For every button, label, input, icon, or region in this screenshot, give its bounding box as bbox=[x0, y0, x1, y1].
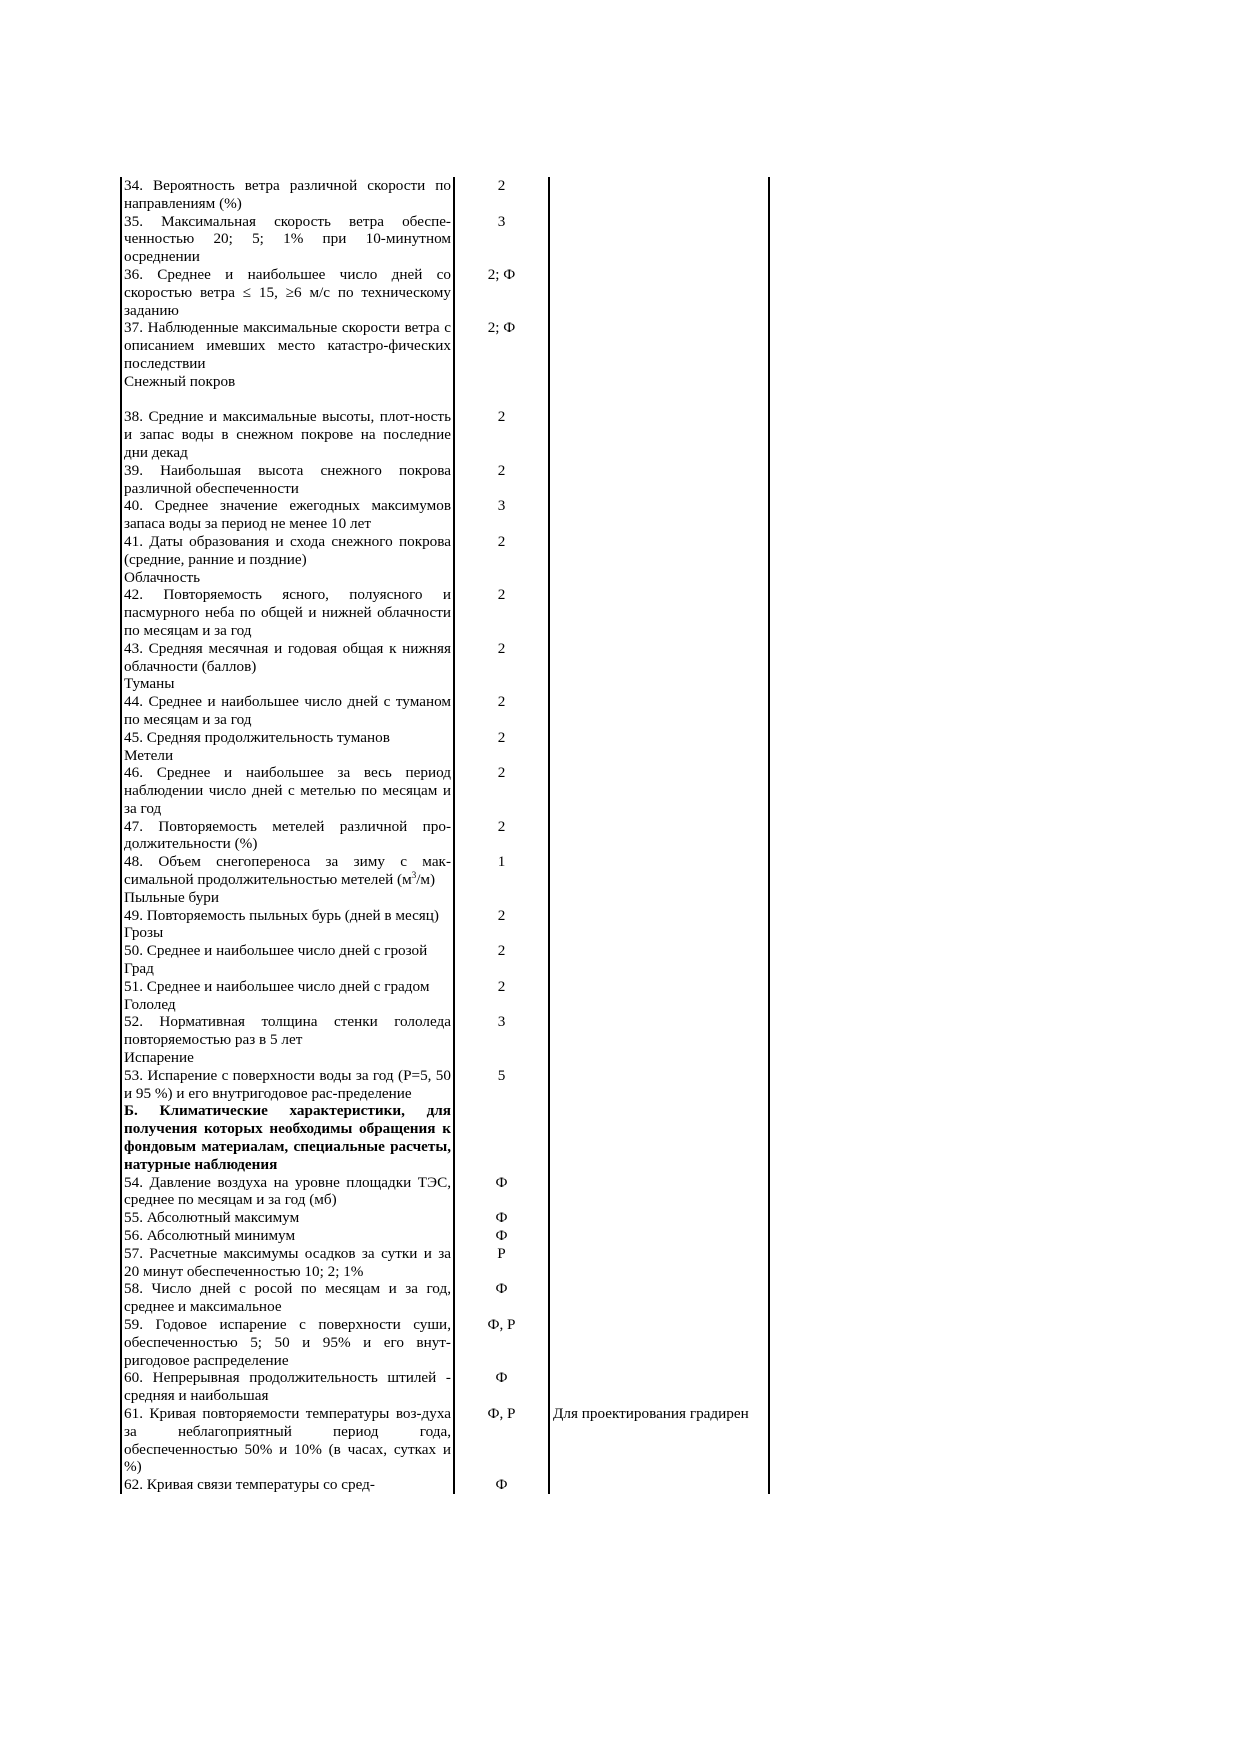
characteristic-cell bbox=[121, 1476, 454, 1494]
subsection-label bbox=[121, 373, 454, 391]
note-cell: Для проектирования градирен bbox=[549, 1405, 769, 1476]
note-cell bbox=[549, 978, 769, 996]
characteristic-text: 56. Абсолютный минимум bbox=[124, 1227, 296, 1245]
unit-text-end: /м) bbox=[416, 871, 436, 889]
note-cell bbox=[549, 818, 769, 854]
table-row bbox=[121, 1245, 769, 1281]
table-row bbox=[121, 533, 769, 569]
source-code-cell: 3 bbox=[454, 497, 549, 533]
characteristic-cell bbox=[121, 533, 454, 569]
section-row bbox=[121, 569, 769, 587]
source-code-cell: 1 bbox=[454, 853, 549, 889]
subsection-label bbox=[121, 747, 454, 765]
source-code-cell: Ф bbox=[454, 1174, 549, 1210]
note-cell bbox=[549, 1316, 769, 1369]
source-code-cell: 2 bbox=[454, 729, 549, 747]
source-code-cell: 2 bbox=[454, 462, 549, 498]
table-row bbox=[121, 497, 769, 533]
characteristic-text: 57. Расчетные максимумы осадков за сутки и за 20 минут обеспеченностью 10; 2; 1% bbox=[124, 1244, 451, 1280]
unit-superscript: 3 bbox=[411, 870, 417, 881]
note-cell bbox=[549, 729, 769, 747]
characteristic-cell bbox=[121, 586, 454, 639]
table-row bbox=[121, 640, 769, 676]
table-row bbox=[121, 408, 769, 461]
note-cell bbox=[549, 586, 769, 639]
characteristic-text: 37. Наблюденные максимальные скорости ветра с описанием имевших место катастро-фических последствии bbox=[124, 319, 451, 372]
table-row bbox=[121, 1405, 769, 1476]
characteristic-cell bbox=[121, 693, 454, 729]
note-cell bbox=[549, 693, 769, 729]
source-code-cell bbox=[454, 996, 549, 1014]
source-code-cell: 2; Ф bbox=[454, 266, 549, 319]
table-row bbox=[121, 1013, 769, 1049]
blank-row bbox=[121, 391, 769, 409]
characteristic-text: Гололед bbox=[124, 995, 176, 1013]
characteristic-cell bbox=[121, 1209, 454, 1227]
note-cell bbox=[549, 764, 769, 817]
note-cell bbox=[549, 1280, 769, 1316]
note-cell bbox=[549, 1476, 769, 1494]
note-cell bbox=[549, 1245, 769, 1281]
note-cell bbox=[549, 1369, 769, 1405]
characteristic-text: 60. Непрерывная продолжительность штилей - средняя и наибольшая bbox=[124, 1369, 451, 1405]
characteristic-text: 43. Средняя месячная и годовая общая к нижняя облачности (баллов) bbox=[124, 639, 451, 675]
source-code-cell: 2 bbox=[454, 942, 549, 960]
characteristic-text: 62. Кривая связи температуры со сред- bbox=[124, 1476, 375, 1494]
source-code-cell: Ф bbox=[454, 1209, 549, 1227]
note-cell bbox=[549, 1013, 769, 1049]
characteristic-text: 48. Объем снегопереноса за зиму с мак-симальной продолжительностью метелей bbox=[124, 853, 451, 889]
characteristic-cell bbox=[121, 1227, 454, 1245]
note-cell bbox=[549, 960, 769, 978]
characteristic-text: Облачность bbox=[124, 568, 201, 586]
note-cell bbox=[549, 747, 769, 765]
table-row bbox=[121, 1227, 769, 1245]
subsection-label bbox=[121, 924, 454, 942]
table-row bbox=[121, 1476, 769, 1494]
characteristic-text: Метели bbox=[124, 746, 174, 764]
source-code-cell: 3 bbox=[454, 213, 549, 266]
characteristic-text: 59. Годовое испарение с поверхности суши, обеспеченностью 5; 50 и 95% и его внут-ригодовое распределение bbox=[124, 1316, 451, 1369]
characteristic-text: 42. Повторяемость ясного, полуясного и пасмурного неба по общей и нижней облачности по месяцам и за год bbox=[124, 586, 451, 639]
table-row bbox=[121, 978, 769, 996]
characteristic-cell bbox=[121, 1067, 454, 1103]
table-row bbox=[121, 818, 769, 854]
table-row bbox=[121, 764, 769, 817]
characteristic-cell bbox=[121, 213, 454, 266]
subsection-label bbox=[121, 889, 454, 907]
note-cell bbox=[549, 497, 769, 533]
source-code-cell bbox=[454, 747, 549, 765]
characteristic-text: Туманы bbox=[124, 675, 175, 693]
characteristic-cell bbox=[121, 1280, 454, 1316]
characteristic-text: Пыльные бури bbox=[124, 888, 220, 906]
source-code-cell: 2 bbox=[454, 640, 549, 676]
characteristic-text: Б. Климатические характеристики, для получения которых необходимы обращения к фондовым материалам, специальные расчеты, натурные наблюдения bbox=[124, 1102, 451, 1173]
note-cell bbox=[549, 889, 769, 907]
characteristic-cell bbox=[121, 266, 454, 319]
characteristic-text: 58. Число дней с росой по месяцам и за год, среднее и максимальное bbox=[124, 1280, 451, 1316]
section-row bbox=[121, 1049, 769, 1067]
table-row bbox=[121, 942, 769, 960]
source-code-cell: 2 bbox=[454, 818, 549, 854]
table-row bbox=[121, 213, 769, 266]
source-code-cell: 2 bbox=[454, 907, 549, 925]
source-code-cell bbox=[454, 889, 549, 907]
note-cell bbox=[549, 569, 769, 587]
note-cell bbox=[549, 408, 769, 461]
note-cell bbox=[549, 853, 769, 889]
characteristic-text: 45. Средняя продолжительность туманов bbox=[124, 728, 390, 746]
note-cell bbox=[549, 533, 769, 569]
note-cell bbox=[549, 1209, 769, 1227]
characteristic-text: 49. Повторяемость пыльных бурь (дней в месяц) bbox=[124, 906, 439, 924]
section-heading bbox=[121, 1102, 454, 1173]
note-cell bbox=[549, 319, 769, 372]
note-cell bbox=[549, 266, 769, 319]
table-row bbox=[121, 1209, 769, 1227]
characteristic-text: 50. Среднее и наибольшее число дней с грозой bbox=[124, 942, 428, 960]
characteristic-cell bbox=[121, 1316, 454, 1369]
climate-characteristics-table bbox=[120, 177, 770, 1494]
characteristic-text: 53. Испарение с поверхности воды за год (P=5, 50 и 95 %) и его внутригодовое рас-пределение bbox=[124, 1066, 451, 1102]
source-code-cell: Ф bbox=[454, 1227, 549, 1245]
source-code-cell bbox=[454, 373, 549, 391]
source-code-cell: Ф bbox=[454, 1476, 549, 1494]
source-code-cell: Ф, Р bbox=[454, 1405, 549, 1476]
note-cell bbox=[549, 213, 769, 266]
source-code-cell: 2 bbox=[454, 586, 549, 639]
source-code-cell: 3 bbox=[454, 1013, 549, 1049]
source-code-cell bbox=[454, 924, 549, 942]
note-cell bbox=[549, 391, 769, 409]
characteristic-cell bbox=[121, 1369, 454, 1405]
subsection-label bbox=[121, 996, 454, 1014]
source-code-cell bbox=[454, 1049, 549, 1067]
characteristic-text: 51. Среднее и наибольшее число дней с градом bbox=[124, 977, 430, 995]
source-code-cell: Ф bbox=[454, 1280, 549, 1316]
unit-text: (м bbox=[397, 871, 412, 889]
note-cell bbox=[549, 675, 769, 693]
subsection-label bbox=[121, 960, 454, 978]
section-row bbox=[121, 373, 769, 391]
characteristic-text: 38. Средние и максимальные высоты, плот-ность и запас воды в снежном покрове на последние дни декад bbox=[124, 408, 451, 461]
section-row bbox=[121, 889, 769, 907]
characteristic-cell bbox=[121, 640, 454, 676]
subsection-label bbox=[121, 1049, 454, 1067]
note-cell bbox=[549, 942, 769, 960]
characteristic-cell bbox=[121, 1405, 454, 1476]
note-cell bbox=[549, 996, 769, 1014]
table-row bbox=[121, 462, 769, 498]
source-code-cell: 5 bbox=[454, 1067, 549, 1103]
characteristic-text: Испарение bbox=[124, 1049, 194, 1067]
table-row bbox=[121, 586, 769, 639]
table-row bbox=[121, 1280, 769, 1316]
characteristic-cell bbox=[121, 391, 454, 409]
characteristic-text: 40. Среднее значение ежегодных максимумов запаса воды за период не менее 10 лет bbox=[124, 497, 451, 533]
source-code-cell: 2 bbox=[454, 693, 549, 729]
characteristic-cell bbox=[121, 764, 454, 817]
characteristic-text: 44. Среднее и наибольшее число дней с туманом по месяцам и за год bbox=[124, 693, 451, 728]
characteristic-cell bbox=[121, 1013, 454, 1049]
table-row bbox=[121, 1067, 769, 1103]
characteristic-text: 52. Нормативная толщина стенки гололеда повторяемостью раз в 5 лет bbox=[124, 1013, 451, 1049]
characteristic-text: 46. Среднее и наибольшее за весь период наблюдении число дней с метелью по месяцам и за год bbox=[124, 764, 451, 817]
table-row bbox=[121, 177, 769, 213]
characteristic-cell bbox=[121, 462, 454, 498]
table-row bbox=[121, 907, 769, 925]
note-cell bbox=[549, 462, 769, 498]
subsection-label bbox=[121, 675, 454, 693]
characteristic-text: 54. Давление воздуха на уровне площадки ТЭС, среднее по месяцам и за год (мб) bbox=[124, 1173, 451, 1209]
note-cell bbox=[549, 1049, 769, 1067]
source-code-cell bbox=[454, 391, 549, 409]
source-code-cell bbox=[454, 960, 549, 978]
table-row bbox=[121, 693, 769, 729]
table-row bbox=[121, 729, 769, 747]
table-row bbox=[121, 1174, 769, 1210]
section-row bbox=[121, 747, 769, 765]
source-code-cell bbox=[454, 675, 549, 693]
section-row bbox=[121, 1102, 769, 1173]
table-row bbox=[121, 853, 769, 889]
characteristic-cell bbox=[121, 907, 454, 925]
source-code-cell: Ф, Р bbox=[454, 1316, 549, 1369]
characteristic-cell bbox=[121, 319, 454, 372]
characteristic-text: 39. Наибольшая высота снежного покрова различной обеспеченности bbox=[124, 461, 451, 497]
characteristic-text: 34. Вероятность ветра различной скорости по направлениям (%) bbox=[124, 177, 451, 212]
characteristic-cell bbox=[121, 177, 454, 213]
characteristic-text: 41. Даты образования и схода снежного покрова (средние, ранние и поздние) bbox=[124, 532, 451, 568]
source-code-cell bbox=[454, 569, 549, 587]
source-code-cell: 2 bbox=[454, 177, 549, 213]
characteristic-cell bbox=[121, 497, 454, 533]
source-code-cell: 2 bbox=[454, 764, 549, 817]
note-cell bbox=[549, 1174, 769, 1210]
section-row bbox=[121, 924, 769, 942]
characteristic-cell bbox=[121, 408, 454, 461]
source-code-cell: Ф bbox=[454, 1369, 549, 1405]
note-cell bbox=[549, 1067, 769, 1103]
characteristic-cell bbox=[121, 1245, 454, 1281]
characteristic-text: Грозы bbox=[124, 924, 164, 942]
characteristic-cell bbox=[121, 853, 454, 889]
table-row bbox=[121, 1369, 769, 1405]
source-code-cell: 2 bbox=[454, 408, 549, 461]
note-cell bbox=[549, 373, 769, 391]
characteristic-cell bbox=[121, 818, 454, 854]
characteristic-text: 55. Абсолютный максимум bbox=[124, 1209, 300, 1227]
section-row bbox=[121, 960, 769, 978]
note-cell bbox=[549, 1227, 769, 1245]
note-cell bbox=[549, 640, 769, 676]
characteristic-cell bbox=[121, 729, 454, 747]
characteristic-cell bbox=[121, 1174, 454, 1210]
source-code-cell: 2; Ф bbox=[454, 319, 549, 372]
table-row bbox=[121, 319, 769, 372]
section-row bbox=[121, 996, 769, 1014]
characteristic-text: Град bbox=[124, 960, 154, 978]
characteristic-text: 61. Кривая повторяемости температуры воз-духа за неблагоприятный период года, обеспеченностью 50% и 10% (в часах, сутках и %) bbox=[124, 1404, 451, 1476]
characteristic-cell bbox=[121, 942, 454, 960]
subsection-label bbox=[121, 569, 454, 587]
characteristic-text: 35. Максимальная скорость ветра обеспе-ченностью 20; 5; 1% при 10-минутном осреднении bbox=[124, 212, 451, 266]
source-code-cell: Р bbox=[454, 1245, 549, 1281]
note-cell bbox=[549, 907, 769, 925]
note-cell bbox=[549, 924, 769, 942]
note-cell bbox=[549, 1102, 769, 1173]
table-row bbox=[121, 266, 769, 319]
source-code-cell: 2 bbox=[454, 533, 549, 569]
characteristic-cell bbox=[121, 978, 454, 996]
characteristic-text: 36. Среднее и наибольшее число дней со скоростью ветра ≤ 15, ≥6 м/с по техническому заданию bbox=[124, 265, 451, 319]
table-body bbox=[121, 177, 769, 1494]
table-row bbox=[121, 1316, 769, 1369]
characteristic-text: 47. Повторяемость метелей различной про-должительности (%) bbox=[124, 817, 451, 853]
characteristic-text: Снежный покров bbox=[124, 372, 236, 390]
source-code-cell bbox=[454, 1102, 549, 1173]
section-row bbox=[121, 675, 769, 693]
note-cell bbox=[549, 177, 769, 213]
source-code-cell: 2 bbox=[454, 978, 549, 996]
